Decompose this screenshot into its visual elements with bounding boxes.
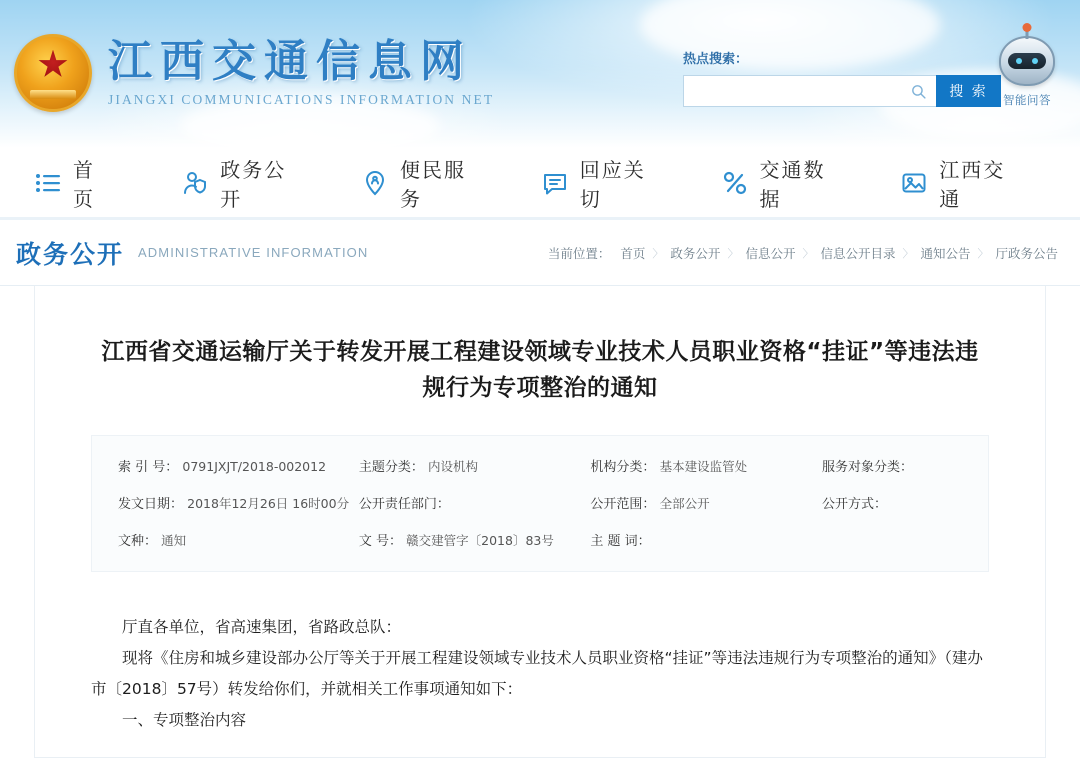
nav-label: 首 页	[73, 157, 95, 211]
smart-qa-label: 智能问答	[1003, 93, 1051, 107]
page-title-en: ADMINISTRATIVE INFORMATION	[138, 245, 369, 260]
breadcrumb-separator: 〉	[652, 246, 664, 260]
nav-label: 便民服务	[400, 157, 467, 211]
document-metadata	[91, 435, 989, 573]
metadata-value: 通知	[161, 533, 187, 549]
metadata-key: 公开范围：	[590, 496, 656, 512]
breadcrumb-separator: 〉	[802, 246, 814, 260]
search-area	[683, 48, 1003, 107]
metadata-cell	[118, 458, 359, 477]
metadata-cell	[590, 495, 822, 514]
metadata-cell	[359, 458, 591, 477]
document-paragraph: 一、专项整治内容	[122, 711, 247, 730]
robot-assistant-icon	[999, 36, 1055, 86]
chat-bubble-icon	[541, 169, 569, 197]
breadcrumb-label: 当前位置：	[547, 245, 611, 261]
page-title: 政务公开	[16, 239, 125, 269]
site-banner	[0, 0, 1080, 148]
document-paragraph: 厅直各单位，省高速集团，省路政总队：	[122, 618, 402, 637]
site-logo[interactable]	[14, 34, 494, 112]
nav-label: 江西交通	[939, 157, 1006, 211]
nav-item-traffic-data[interactable]	[721, 154, 837, 212]
metadata-cell	[822, 495, 962, 514]
breadcrumb	[548, 244, 1058, 262]
metadata-cell	[590, 532, 822, 551]
metadata-key: 发文日期：	[118, 496, 184, 512]
search-input[interactable]	[684, 76, 936, 106]
location-pin-icon	[361, 169, 389, 197]
metadata-value: 赣交建管字〔2018〕83号	[406, 533, 554, 549]
metadata-key: 文种：	[118, 534, 158, 550]
breadcrumb-item-4[interactable]: 通知公告	[920, 245, 971, 261]
nav-item-home[interactable]	[34, 154, 117, 212]
user-shield-icon	[181, 169, 209, 197]
breadcrumb-item-5[interactable]: 厅政务公告	[995, 245, 1058, 261]
metadata-row	[118, 532, 962, 551]
metadata-row	[118, 495, 962, 514]
metadata-key: 主 题 词：	[590, 534, 651, 550]
metadata-cell	[118, 495, 359, 514]
metadata-key: 公开责任部门：	[358, 496, 450, 512]
metadata-value: 0791JXJT/2018-002012	[182, 458, 327, 474]
metadata-cell	[118, 532, 359, 551]
metadata-key: 公开方式：	[821, 496, 887, 512]
nav-item-public-service[interactable]	[361, 154, 477, 212]
nav-label: 政务公开	[220, 157, 287, 211]
metadata-cell	[590, 458, 822, 477]
site-title-cn: 江西交通信息网	[108, 35, 472, 87]
metadata-cell	[822, 458, 962, 477]
metadata-cell	[359, 495, 591, 514]
nav-item-jiangxi-transport[interactable]	[900, 154, 1016, 212]
site-title-en: JIANGXI COMMUNICATIONS INFORMATION NET	[108, 92, 495, 108]
breadcrumb-item-1[interactable]: 政务公开	[670, 245, 721, 261]
metadata-value: 全部公开	[659, 495, 710, 511]
image-picture-icon	[900, 169, 928, 197]
metadata-cell	[359, 532, 591, 551]
site-title-block	[108, 35, 495, 108]
smart-qa-entry[interactable]	[990, 36, 1064, 108]
search-row	[683, 75, 1003, 107]
robot-antenna	[1026, 29, 1029, 39]
metadata-key: 服务对象分类：	[821, 459, 913, 475]
metadata-key: 文 号：	[358, 534, 403, 550]
metadata-value: 2018年12月26日 16时00分	[187, 495, 350, 511]
main-navigation	[0, 148, 1080, 220]
breadcrumb-item-0[interactable]: 首页	[620, 245, 646, 261]
metadata-value: 基本建设监管处	[659, 458, 748, 474]
hot-search-label: 热点搜索：	[683, 51, 749, 66]
nav-item-government-affairs[interactable]	[181, 154, 297, 212]
list-home-icon	[34, 169, 62, 197]
metadata-value: 内设机构	[428, 458, 479, 474]
search-input-wrap[interactable]	[683, 75, 936, 107]
metadata-row	[118, 458, 962, 477]
nav-label: 交通数据	[759, 157, 826, 211]
emblem-base	[30, 90, 76, 99]
search-icon	[910, 83, 927, 100]
metadata-cell	[822, 532, 962, 551]
breadcrumb-item-3[interactable]: 信息公开目录	[820, 245, 896, 261]
metadata-key: 机构分类：	[590, 459, 656, 475]
document-container	[34, 286, 1046, 758]
nav-label: 回应关切	[579, 157, 646, 211]
nav-item-response-concern[interactable]	[541, 154, 657, 212]
breadcrumb-separator: 〉	[902, 246, 914, 260]
breadcrumb-item-2[interactable]: 信息公开	[745, 245, 796, 261]
document-body	[91, 612, 989, 736]
section-bar	[0, 220, 1080, 286]
metadata-key: 主题分类：	[358, 459, 424, 475]
robot-visor	[1008, 53, 1046, 69]
document-paragraph: 现将《住房和城乡建设部办公厅等关于开展工程建设领域专业技术人员职业资格“挂证”等违法违规行为专项整治的通知》（建办市〔2018〕57号）转发给你们，并就相关工作事项通知如下：	[91, 649, 983, 699]
metadata-key: 索 引 号：	[118, 459, 179, 475]
breadcrumb-separator: 〉	[727, 246, 739, 260]
percent-icon	[721, 169, 749, 197]
breadcrumb-separator: 〉	[977, 246, 989, 260]
search-button[interactable]: 搜 索	[936, 75, 1001, 107]
national-emblem-icon	[14, 34, 92, 112]
document-title: 江西省交通运输厅关于转发开展工程建设领域专业技术人员职业资格“挂证”等违法违规行为专项整治的通知	[101, 339, 979, 402]
